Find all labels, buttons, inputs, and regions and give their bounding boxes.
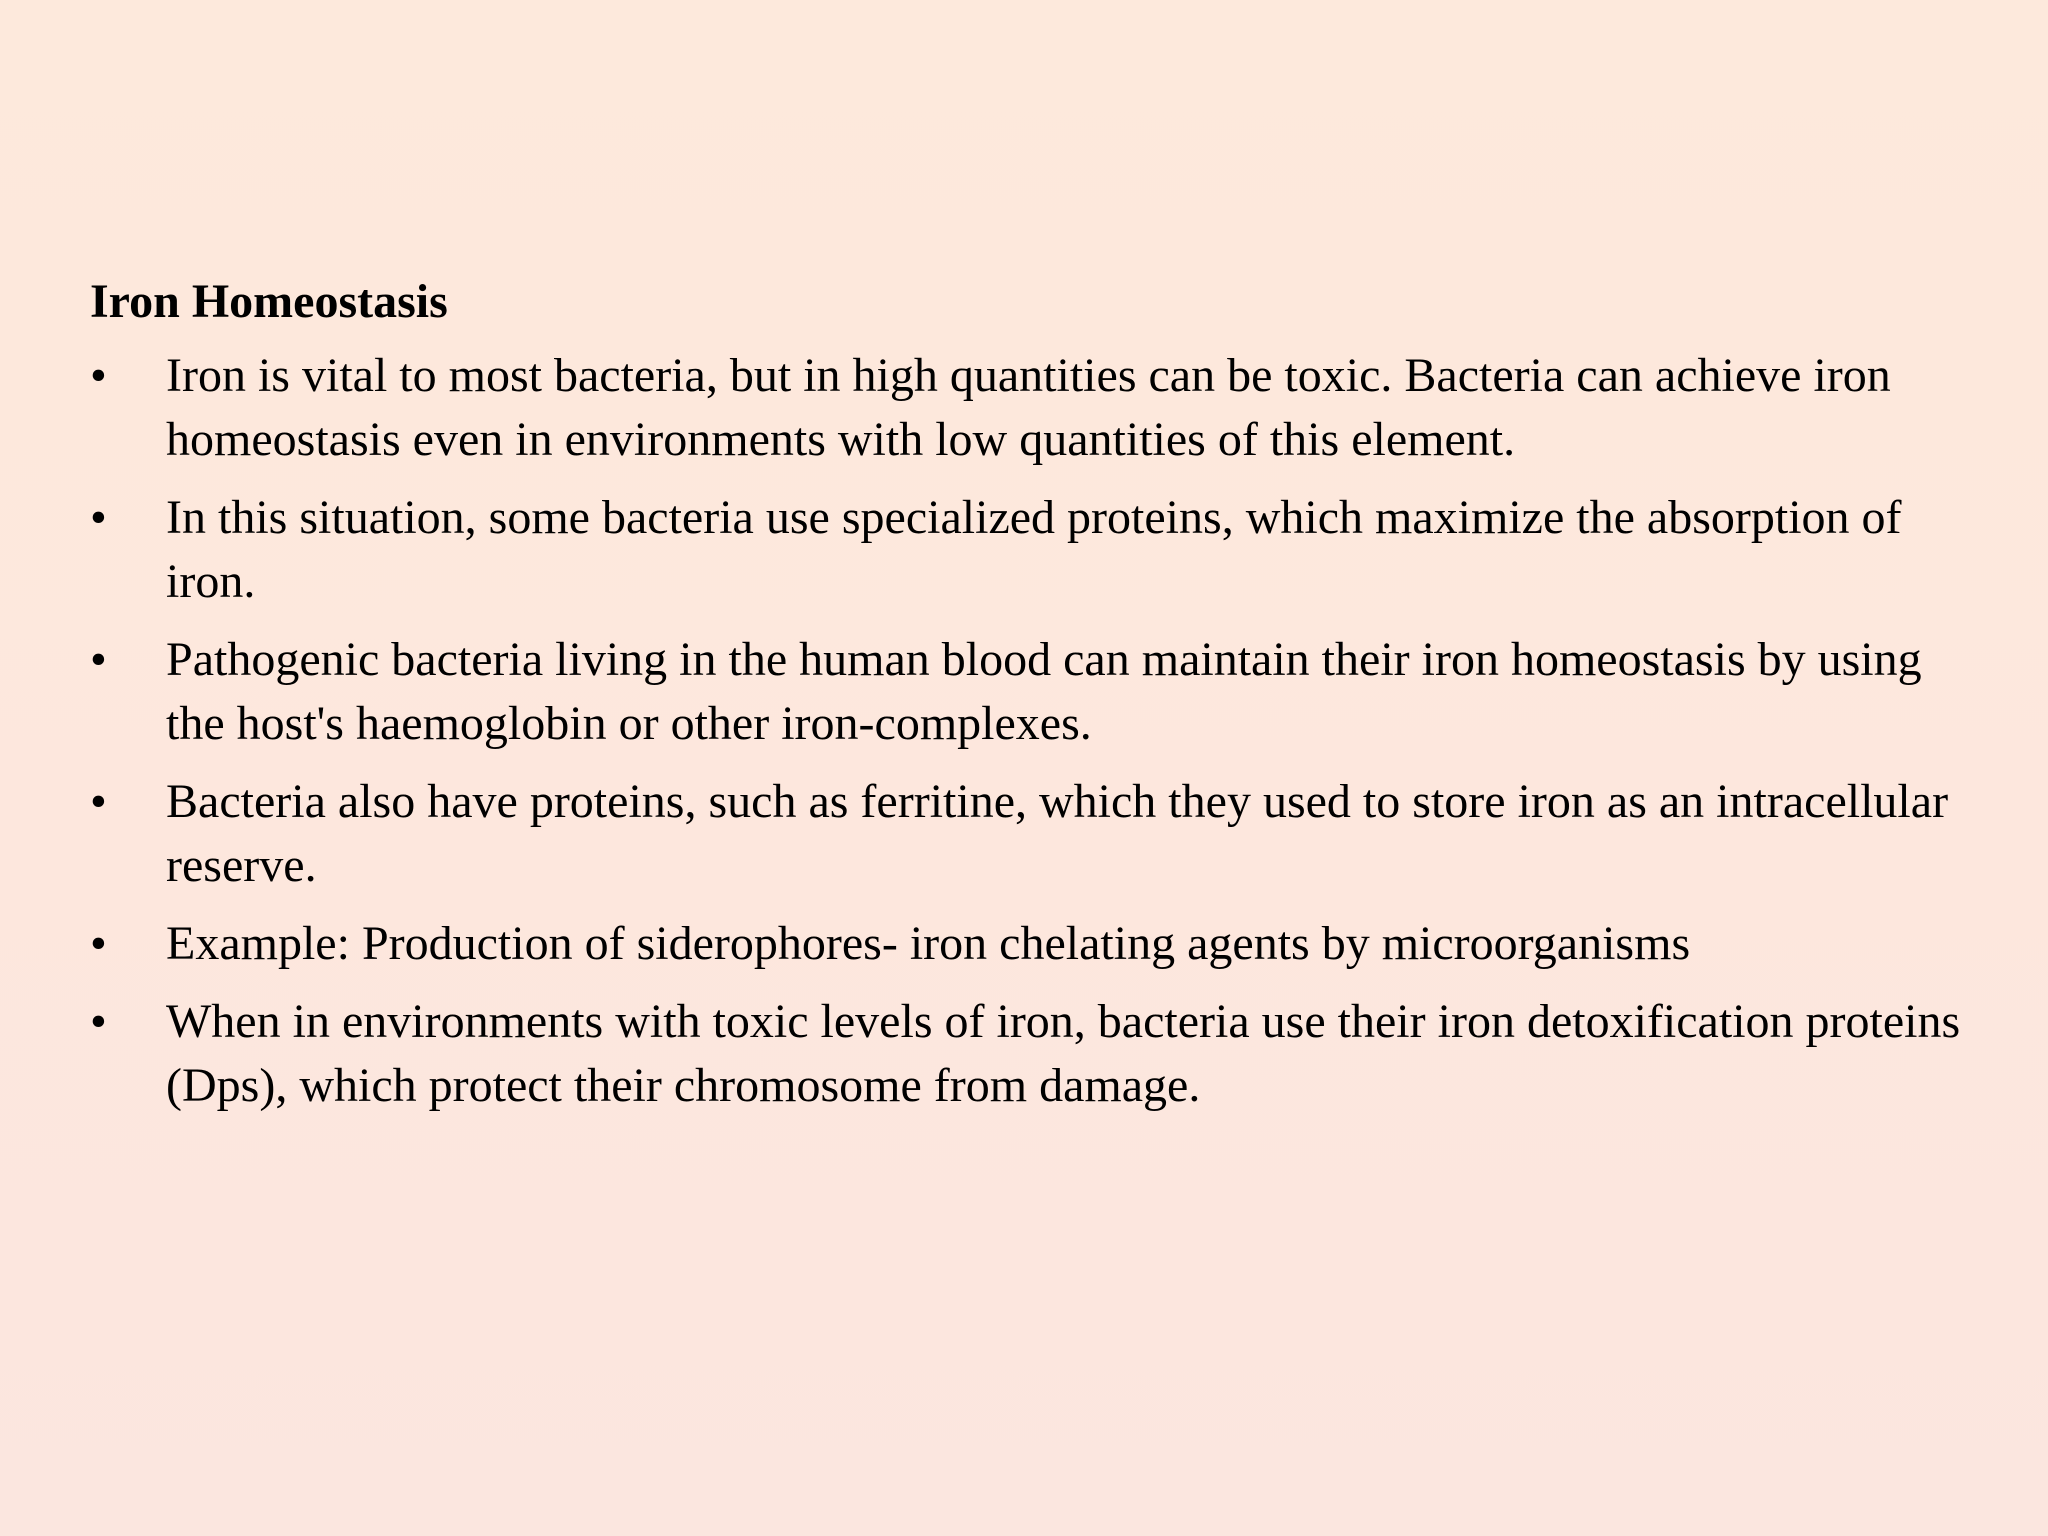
slide-content [90, 270, 1970, 1132]
bullet-list [90, 344, 1970, 1118]
bullet-text: Bacteria also have proteins, such as ferritine, which they used to store iron as an intracellular reserve. [166, 775, 1949, 892]
bullet-marker: • [90, 633, 107, 686]
bullet-text: Example: Production of siderophores- iron chelating agents by microorganisms [166, 917, 1691, 970]
bullet-item [90, 770, 1970, 898]
bullet-marker: • [90, 995, 107, 1048]
bullet-marker: • [90, 349, 107, 402]
bullet-text: In this situation, some bacteria use specialized proteins, which maximize the absorption of iron. [166, 491, 1902, 608]
bullet-marker: • [90, 917, 107, 970]
slide-title: Iron Homeostasis [90, 275, 448, 328]
bullet-marker: • [90, 775, 107, 828]
bullet-item [90, 912, 1970, 976]
bullet-item [90, 990, 1970, 1118]
bullet-item [90, 486, 1970, 614]
bullet-text: Iron is vital to most bacteria, but in high quantities can be toxic. Bacteria can achieve iron homeostasis even in environments with low quantities of this element. [166, 349, 1891, 466]
bullet-marker: • [90, 491, 107, 544]
bullet-text: Pathogenic bacteria living in the human blood can maintain their iron homeostasis by using the host's haemoglobin or other iron-complexes. [166, 633, 1922, 750]
bullet-item [90, 628, 1970, 756]
bullet-item [90, 344, 1970, 472]
bullet-text: When in environments with toxic levels of iron, bacteria use their iron detoxification proteins (Dps), which protect their chromosome from damage. [166, 995, 1961, 1112]
